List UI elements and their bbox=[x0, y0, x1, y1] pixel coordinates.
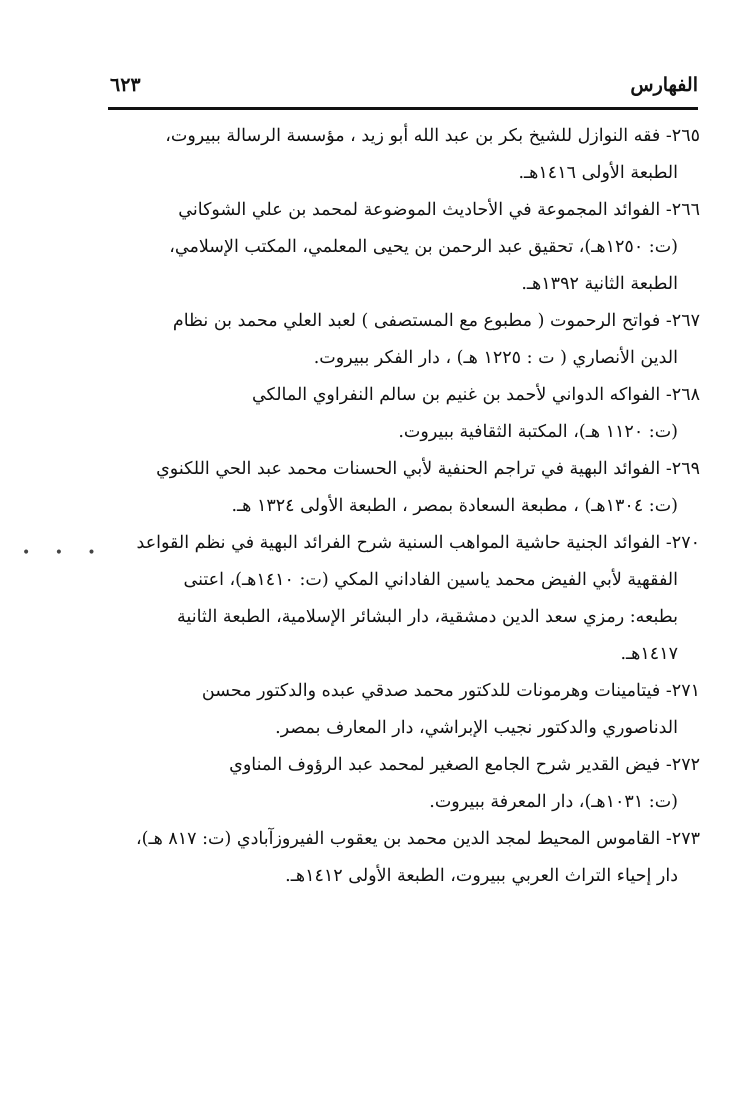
bibliography-entry bbox=[108, 525, 700, 673]
entry-number: ٢٦٩- bbox=[665, 459, 700, 479]
entry-text: الفوائد الجنية حاشية المواهب السنية شرح الفرائد البهية في نظم القواعد bbox=[136, 533, 661, 553]
entry-continuation: الطبعة الثانية ١٣٩٢هـ. bbox=[521, 274, 678, 294]
entry-continuation: (ت: ١١٢٠ هـ)، المكتبة الثقافية ببيروت. bbox=[398, 422, 678, 442]
bibliography-entry bbox=[108, 118, 700, 192]
entry-number: ٢٧٠- bbox=[665, 533, 700, 553]
entry-text: فقه النوازل للشيخ بكر بن عبد الله أبو زيد ، مؤسسة الرسالة ببيروت، bbox=[165, 126, 661, 146]
entry-text: الفوائد البهية في تراجم الحنفية لأبي الحسنات محمد عبد الحي اللكنوي bbox=[156, 459, 661, 479]
entry-text: الفوائد المجموعة في الأحاديث الموضوعة لمحمد بن علي الشوكاني bbox=[178, 200, 661, 220]
entry-text: فيتامينات وهرمونات للدكتور محمد صدقي عبده والدكتور محسن bbox=[201, 681, 661, 701]
page-number: ٦٢٣ bbox=[110, 74, 141, 96]
entry-number: ٢٦٦- bbox=[665, 200, 700, 220]
entry-number: ٢٧٢- bbox=[665, 755, 700, 775]
entry-number: ٢٧١- bbox=[665, 681, 700, 701]
entry-continuation: (ت: ١٠٣١هـ)، دار المعرفة ببيروت. bbox=[429, 792, 678, 812]
entry-continuation: (ت: ١٣٠٤هـ) ، مطبعة السعادة بمصر ، الطبعة الأولى ١٣٢٤ هـ. bbox=[231, 496, 678, 516]
entry-number: ٢٧٣- bbox=[665, 829, 700, 849]
bibliography-entry bbox=[108, 673, 700, 747]
entry-text: القاموس المحيط لمجد الدين محمد بن يعقوب الفيروزآبادي (ت: ٨١٧ هـ)، bbox=[135, 829, 661, 849]
entry-continuation: بطبعه: رمزي سعد الدين دمشقية، دار البشائر الإسلامية، الطبعة الثانية bbox=[177, 607, 678, 627]
entry-continuation: (ت: ١٢٥٠هـ)، تحقيق عبد الرحمن بن يحيى المعلمي، المكتب الإسلامي، bbox=[169, 237, 678, 257]
entry-continuation: دار إحياء التراث العربي ببيروت، الطبعة الأولى ١٤١٢هـ. bbox=[285, 866, 678, 886]
entry-text: الفواكه الدواني لأحمد بن غنيم بن سالم النفراوي المالكي bbox=[251, 385, 661, 405]
entry-text: فيض القدير شرح الجامع الصغير لمحمد عبد الرؤوف المناوي bbox=[229, 755, 661, 775]
header-divider bbox=[108, 107, 698, 110]
margin-marks: • • • bbox=[22, 545, 106, 561]
page-header bbox=[110, 70, 698, 102]
entry-number: ٢٦٧- bbox=[665, 311, 700, 331]
entry-continuation: الفقهية لأبي الفيض محمد ياسين الفاداني المكي (ت: ١٤١٠هـ)، اعتنى bbox=[183, 570, 678, 590]
page-title: الفهارس bbox=[630, 74, 698, 96]
bibliography-entry bbox=[108, 747, 700, 821]
entry-continuation: الدين الأنصاري ( ت : ١٢٢٥ هـ) ، دار الفكر ببيروت. bbox=[313, 348, 678, 368]
bibliography-entry bbox=[108, 451, 700, 525]
entry-continuation: ١٤١٧هـ. bbox=[620, 644, 678, 664]
bibliography-entry bbox=[108, 192, 700, 303]
entry-continuation: الدناصوري والدكتور نجيب الإبراشي، دار المعارف بمصر. bbox=[275, 718, 678, 738]
entry-continuation: الطبعة الأولى ١٤١٦هـ. bbox=[518, 163, 678, 183]
entry-number: ٢٦٨- bbox=[665, 385, 700, 405]
entry-text: فواتح الرحموت ( مطبوع مع المستصفى ) لعبد العلي محمد بن نظام bbox=[172, 311, 661, 331]
entry-number: ٢٦٥- bbox=[665, 126, 700, 146]
bibliography-entry bbox=[108, 303, 700, 377]
bibliography-entry bbox=[108, 821, 700, 895]
bibliography-entry bbox=[108, 377, 700, 451]
bibliography-list bbox=[108, 118, 700, 895]
